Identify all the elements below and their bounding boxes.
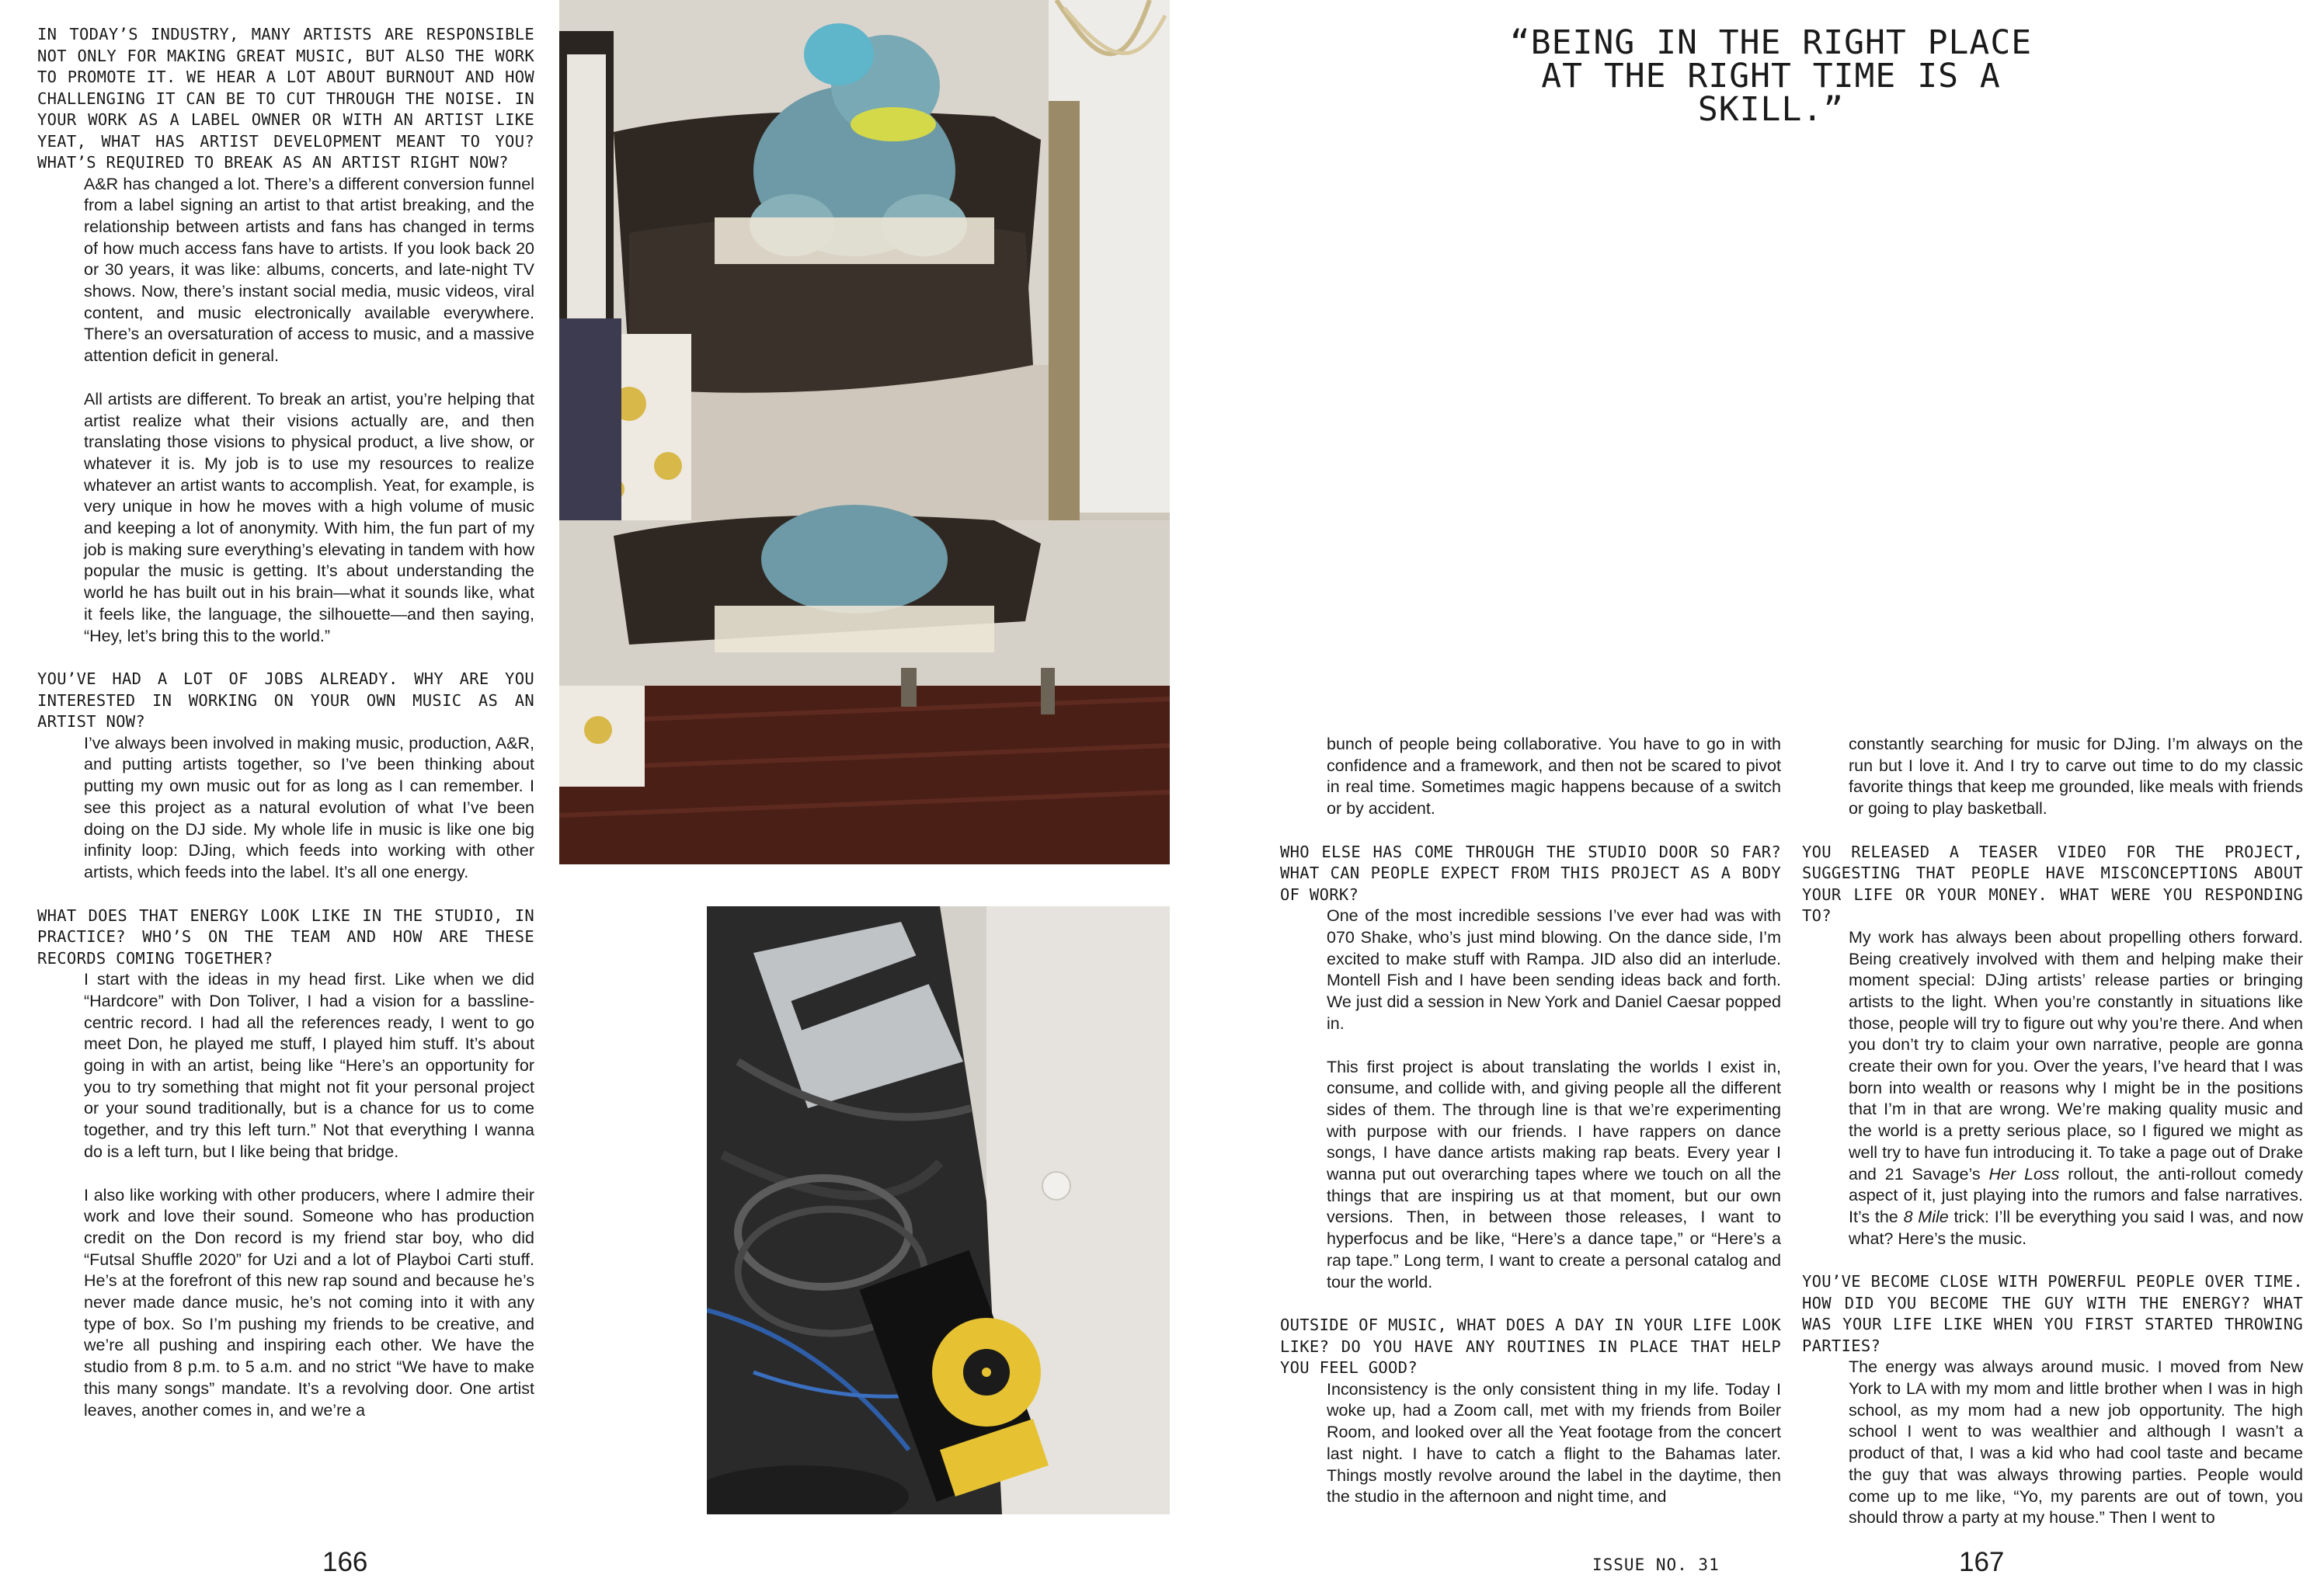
question-heading: YOU’VE HAD A LOT OF JOBS ALREADY. WHY ARE YOU INTERESTED IN WORKING ON YOUR OWN MUSIC AS AN ARTIST NOW? bbox=[37, 669, 534, 732]
pull-quote-line: “BEING IN THE RIGHT PLACE bbox=[1509, 23, 2033, 62]
answer-paragraph: I’ve always been involved in making music, production, A&R, and putting artists together, so I’ve been thinking about putting my own music out for as long as I can remember. I see this project as a natural evolution of what I’ve been doing on the DJ side. My whole life in music is like one big infinity loop: DJing, which feeds into working with other artists, which feeds into the label. It’s all one energy. bbox=[84, 733, 534, 881]
answer-paragraph: I start with the ideas in my head first. Like when we did “Hardcore” with Don Toliver, I had a vision for a bassline-centric record. I had all the references ready, I went to go meet Don, he played me stuff, I played him stuff. It’s about going in with an artist, being like “Here’s an opportunity for you to try something that might not fit your personal project or your sound traditionally, but is a chance for us to come together, and try this left turn.” Not that everything I wanna do is a left turn, but I like being that bridge. bbox=[84, 970, 534, 1161]
dj-equipment-illustration bbox=[707, 906, 1170, 1514]
left-text-column bbox=[37, 24, 534, 1421]
right-text-column-2 bbox=[1802, 734, 2303, 1529]
answer-paragraph: bunch of people being collaborative. You have to go in with confidence and a framework, and then not be scared to pivot in real time. Sometimes magic happens because of a switch or by accident. bbox=[1327, 735, 1781, 819]
issue-number: ISSUE NO. 31 bbox=[1592, 1556, 1720, 1574]
answer-text: trick: I’ll be everything you said I was, and now what? Here’s the music. bbox=[1849, 1207, 2304, 1248]
album-title: Her Loss bbox=[1988, 1164, 2060, 1184]
answer-text: rollout, the anti-rollout comedy aspect of it, just playing into the rumors and false narratives. It’s the bbox=[1849, 1164, 2303, 1226]
chair-plush-illustration bbox=[559, 0, 1170, 864]
answer-paragraph: Inconsistency is the only consistent thing in my life. Today I woke up, had a Zoom call, met with my friends from Boiler Room, and looked over all the Yeat footage from the concert last night. I have to catch a flight to the Bahamas later. Things mostly revolve around the label in the daytime, then the studio in the afternoon and night time, and bbox=[1327, 1379, 1781, 1507]
answer-paragraph: constantly searching for music for DJing. I’m always on the run but I love it. And I try to carve out time to do my classic favorite things that keep me grounded, like meals with friends or going to play basketball. bbox=[1849, 735, 2303, 819]
answer-paragraph: The energy was always around music. I moved from New York to LA with my mom and little brother when I was in high school, as my mom had a new job opportunity. The high school I went to was wealthier and although I wasn’t a product of that, I was a kid who had cool taste and became the guy that was always throwing parties. People would come up to me like, “Yo, my parents are out of town, you should throw a party at my house.” Then I went to bbox=[1849, 1357, 2303, 1528]
answer-text: My work has always been about propelling others forward. Being creatively involved with them and helping make their moment special: DJing artists’ release parties or bringing artists to the light. When you’re constantly in situations like those, people will try to figure out why you’re there. And when you don’t try to claim your own narrative, people are gonna create their own for you. Over the years, I’ve heard that I was born into wealth or reasons why I might be in the positions that I’m in that are wrong. We’re making quality music and the world is a pretty serious place, so I figured we might as well try to have fun introducing it. To take a page out of Drake and 21 Savage’s bbox=[1849, 927, 2303, 1184]
answer-paragraph: I also like working with other producers, where I admire their work and love their sound. Someone who has production credit on the Don record is my friend star boy, who did “Futsal Shuffle 2020” for Uzi and a lot of Playboi Carti stuff. He’s at the forefront of this new rap sound and because he’s never made dance music, he’s not coming into it with any type of box. So I’m pushing my friends to be creative, and we’re all pushing and inspiring each other. We have the studio from 8 p.m. to 5 a.m. and no strict “We have to make this many songs” mandate. It’s a revolving door. One artist leaves, another comes in, and we’re a bbox=[84, 1185, 534, 1420]
question-heading: OUTSIDE OF MUSIC, WHAT DOES A DAY IN YOUR LIFE LOOK LIKE? DO YOU HAVE ANY ROUTINES IN PLACE THAT HELP YOU FEEL GOOD? bbox=[1280, 1316, 1781, 1378]
question-heading: WHAT DOES THAT ENERGY LOOK LIKE IN THE STUDIO, IN PRACTICE? WHO’S ON THE TEAM AND HOW ARE THESE RECORDS COMING TOGETHER? bbox=[37, 905, 534, 968]
photo-chair-plush bbox=[559, 0, 1170, 864]
answer-paragraph: All artists are different. To break an artist, you’re helping that artist realize what their visions actually are, and then translating those visions to physical product, a live show, or whatever it is. My job is to use my resources to realize whatever an artist wants to accomplish. Yeat, for example, is very unique in how he moves with a high volume of music and keeping a lot of anonymity. With him, the fun part of my job is making sure everything’s elevating in tandem with how popular the music is getting. It’s about understanding the world he has built out in his brain—what it sounds like, what it feels like, the language, the silhouette—and then saying, “Hey, let’s bring this to the world.” bbox=[84, 389, 534, 645]
page-number-left: 166 bbox=[322, 1547, 368, 1577]
question-heading: YOU RELEASED A TEASER VIDEO FOR THE PROJECT, SUGGESTING THAT PEOPLE HAVE MISCONCEPTIONS ABOUT YOUR LIFE OR YOUR MONEY. WHAT WERE YOU RESPONDING TO? bbox=[1802, 842, 2303, 926]
answer-paragraph: One of the most incredible sessions I’ve ever had was with 070 Shake, who’s just mind blowing. On the dance side, I’m excited to make stuff with Rampa. JID also did an interlude. Montell Fish and I have been sending ideas back and forth. We just did a session in New York and Daniel Caesar popped in. bbox=[1327, 906, 1781, 1033]
question-heading: IN TODAY’S INDUSTRY, MANY ARTISTS ARE RESPONSIBLE NOT ONLY FOR MAKING GREAT MUSIC, BUT ALSO THE WORK TO PROMOTE IT. WE HEAR A LOT ABOUT BURNOUT AND HOW CHALLENGING IT CAN BE TO CUT THROUGH THE NOISE. IN YOUR WORK AS A LABEL OWNER OR WITH AN ARTIST LIKE YEAT, WHAT HAS ARTIST DEVELOPMENT MEANT TO YOU? WHAT’S REQUIRED TO BREAK AS AN ARTIST RIGHT NOW? bbox=[37, 25, 534, 172]
question-heading: WHO ELSE HAS COME THROUGH THE STUDIO DOOR SO FAR? WHAT CAN PEOPLE EXPECT FROM THIS PROJECT AS A BODY OF WORK? bbox=[1280, 842, 1781, 904]
answer-paragraph: This first project is about translating the worlds I exist in, consume, and collide with, and giving people all the different sides of them. The through line is that we’re experimenting with purpose with our friends. I have rappers on dance songs, I have dance artists making rap beats. Every year I wanna put out overarching tapes where we touch on all the things that are inspiring us at that moment, but our own versions. Then, in between those releases, I want to hyperfocus and be like, “Here’s a dance tape,” or “Here’s a rap tape.” Long term, I want to create a personal catalog and tour the world. bbox=[1327, 1057, 1781, 1291]
question-heading: YOU’VE BECOME CLOSE WITH POWERFUL PEOPLE OVER TIME. HOW DID YOU BECOME THE GUY WITH THE ENERGY? WHAT WAS YOUR LIFE LIKE WHEN YOU FIRST STARTED THROWING PARTIES? bbox=[1802, 1272, 2303, 1355]
photo-dj-equipment bbox=[707, 906, 1170, 1514]
pull-quote-line: AT THE RIGHT TIME IS A SKILL.” bbox=[1541, 57, 2001, 129]
page-number-right: 167 bbox=[1959, 1547, 2005, 1577]
right-text-column-1 bbox=[1280, 734, 1781, 1508]
pull-quote bbox=[1460, 23, 2082, 129]
film-title: 8 Mile bbox=[1903, 1207, 1949, 1226]
answer-paragraph bbox=[1802, 927, 2303, 1250]
answer-paragraph: A&R has changed a lot. There’s a different conversion funnel from a label signing an artist to that artist breaking, and the relationship between artists and fans has changed in terms of how much access fans have to artists. If you look back 20 or 30 years, it was like: albums, concerts, and late-night TV shows. Now, there’s instant social media, music videos, viral content, and music electronically available everywhere. There’s an oversaturation of access to music, and a massive attention deficit in general. bbox=[84, 174, 534, 366]
